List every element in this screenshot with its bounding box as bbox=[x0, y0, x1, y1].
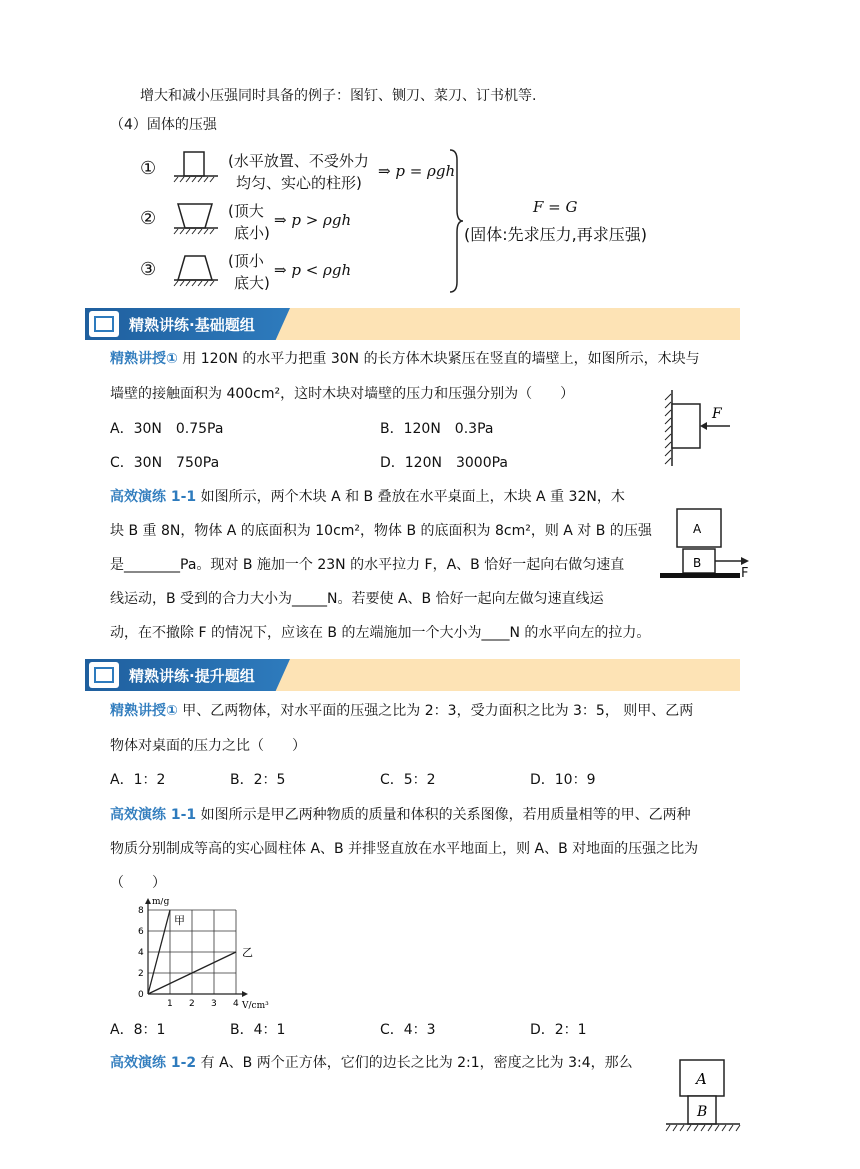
origin-label: 0 bbox=[138, 990, 144, 1000]
case3-cond-line2: 底大) bbox=[234, 274, 270, 292]
question-text-line1: 如图所示是甲乙两种物质的质量和体积的关系图像，若用质量相等的甲、乙两种 bbox=[196, 807, 691, 823]
pull-force-label: F bbox=[741, 566, 749, 581]
x-tick-label: 1 bbox=[167, 999, 173, 1009]
question-text bbox=[110, 805, 691, 825]
option-a: A．1：2 bbox=[110, 772, 166, 788]
question-label: 高效演练 1-1 bbox=[110, 807, 197, 823]
banner-title: 精熟讲练·提升题组 bbox=[129, 667, 255, 685]
book-icon bbox=[89, 662, 119, 688]
y-tick-label: 6 bbox=[138, 927, 144, 937]
case2-result: ⇒ p > ρgh bbox=[274, 211, 352, 229]
question-text bbox=[110, 487, 625, 507]
question-text-line1: 有 A、B 两个正方体，它们的边长之比为 2:1，密度之比为 3:4，那么 bbox=[196, 1055, 633, 1071]
option-d: D．120N 3000Pa bbox=[380, 455, 508, 471]
mass-volume-chart bbox=[110, 898, 270, 1010]
y-tick-label: 8 bbox=[138, 906, 144, 916]
option-a: A．8：1 bbox=[110, 1022, 166, 1038]
case3-number: ③ bbox=[140, 259, 157, 280]
option-d: D．2：1 bbox=[530, 1022, 587, 1038]
intro-examples: 增大和减小压强同时具备的例子：图钉、铡刀、菜刀、订书机等. bbox=[140, 88, 537, 104]
question-text bbox=[110, 349, 700, 369]
book-icon bbox=[89, 311, 119, 337]
x-axis-label: V/cm³ bbox=[242, 1001, 269, 1010]
question-text-line2: 物体对桌面的压力之比（ ） bbox=[110, 738, 306, 754]
option-b: B．2：5 bbox=[230, 772, 286, 788]
x-axis-arrow bbox=[242, 991, 248, 997]
question-text-line5: 动，在不撤除 F 的情况下，应该在 B 的左端施加一个大小为____N 的水平向左的拉力。 bbox=[110, 625, 651, 641]
y-axis-label: m/g bbox=[152, 898, 170, 907]
question-text bbox=[110, 1053, 633, 1073]
stacked-cubes-figure bbox=[660, 1056, 744, 1136]
option-b: B．4：1 bbox=[230, 1022, 286, 1038]
question-label: 精熟讲授① bbox=[110, 703, 178, 719]
intro-heading: （4）固体的压强 bbox=[110, 117, 217, 133]
question-text-line2: 墙壁的接触面积为 400cm²，这时木块对墙壁的压力和压强分别为（ ） bbox=[110, 386, 575, 402]
option-c: C．5：2 bbox=[380, 772, 436, 788]
stacked-blocks-figure bbox=[655, 505, 755, 585]
question-text-line3: （ ） bbox=[110, 875, 166, 891]
banner-title: 精熟讲练·基础题组 bbox=[129, 316, 255, 334]
right-formula: F = G bbox=[533, 198, 578, 216]
option-d: D．10：9 bbox=[530, 772, 596, 788]
question-label: 精熟讲授① bbox=[110, 351, 178, 367]
case1-number: ① bbox=[140, 158, 157, 179]
series-label: 甲 bbox=[174, 914, 185, 927]
question-text-line2: 块 B 重 8N，物体 A 的底面积为 10cm²，物体 B 的底面积为 8cm²，则 A 对 B 的压强 bbox=[110, 523, 652, 539]
cube-a-label: A bbox=[696, 1070, 707, 1088]
question-text-line1: 用 120N 的水平力把重 30N 的长方体木块紧压在竖直的墙壁上，如图所示，木块与 bbox=[177, 351, 700, 367]
series-label: 乙 bbox=[242, 946, 253, 959]
case2-number: ② bbox=[140, 208, 157, 229]
question-text-line3: 是________Pa。现对 B 施加一个 23N 的水平拉力 F，A、B 恰好一起向右做匀速直 bbox=[110, 557, 625, 573]
prism-icon bbox=[172, 150, 222, 184]
question-text-line4: 线运动，B 受到的合力大小为_____N。若要使 A、B 恰好一起向左做匀速直线运 bbox=[110, 591, 604, 607]
case2-cond-line2: 底小) bbox=[234, 224, 270, 242]
y-tick-label: 2 bbox=[138, 969, 144, 979]
x-tick-label: 4 bbox=[233, 999, 239, 1009]
option-c: C．4：3 bbox=[380, 1022, 436, 1038]
case1-cond-line2: 均匀、实心的柱形) bbox=[236, 174, 362, 192]
case1-result: ⇒ p = ρgh bbox=[378, 162, 456, 180]
case3-result: ⇒ p < ρgh bbox=[274, 261, 352, 279]
right-note: (固体:先求压力,再求压强) bbox=[464, 225, 647, 244]
question-text bbox=[110, 701, 693, 721]
case1-cond-line1: (水平放置、不受外力 bbox=[228, 152, 369, 170]
block-b-label: B bbox=[693, 556, 702, 570]
question-text-line1: 如图所示，两个木块 A 和 B 叠放在水平桌面上，木块 A 重 32N，木 bbox=[196, 489, 625, 505]
curly-brace-icon bbox=[448, 148, 464, 294]
trapezoid-wide-top-icon bbox=[172, 200, 222, 236]
block-a-label: A bbox=[693, 522, 702, 536]
question-text-line1: 甲、乙两物体，对水平面的压强之比为 2：3，受力面积之比为 3：5， 则甲、乙两 bbox=[177, 703, 694, 719]
x-tick-label: 3 bbox=[211, 999, 217, 1009]
trapezoid-wide-bottom-icon bbox=[172, 252, 222, 288]
section-banner-advanced bbox=[85, 659, 740, 691]
option-b: B．120N 0.3Pa bbox=[380, 421, 494, 437]
cube-b-label: B bbox=[697, 1104, 708, 1120]
section-banner-basic bbox=[85, 308, 740, 340]
x-tick-label: 2 bbox=[189, 999, 195, 1009]
force-label: F bbox=[712, 406, 722, 422]
case3-cond-line1: (顶小 bbox=[228, 252, 264, 270]
wall-block-figure bbox=[660, 388, 740, 470]
question-label: 高效演练 1-2 bbox=[110, 1055, 197, 1071]
case2-cond-line1: (顶大 bbox=[228, 202, 264, 220]
question-label: 高效演练 1-1 bbox=[110, 489, 197, 505]
y-axis-arrow bbox=[145, 898, 151, 904]
y-tick-label: 4 bbox=[138, 948, 144, 958]
question-text-line2: 物质分别制成等高的实心圆柱体 A、B 并排竖直放在水平地面上，则 A、B 对地面的压强之比为 bbox=[110, 841, 699, 857]
option-c: C．30N 750Pa bbox=[110, 455, 220, 471]
option-a: A．30N 0.75Pa bbox=[110, 421, 224, 437]
